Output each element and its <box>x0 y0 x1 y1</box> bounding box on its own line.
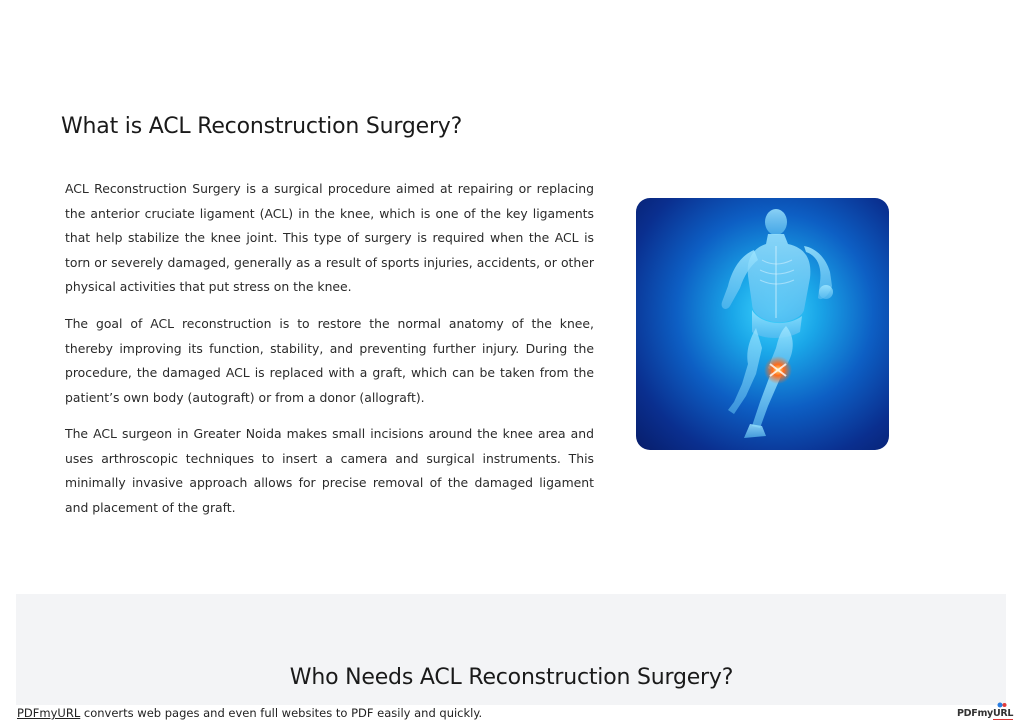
footer-note <box>17 706 482 720</box>
section-title-what-is-acl: What is ACL Reconstruction Surgery? <box>61 114 463 139</box>
figure-leg-back <box>728 328 762 414</box>
figure-head <box>765 209 787 235</box>
paragraph-acl-definition: ACL Reconstruction Surgery is a surgical procedure aimed at repairing or replacing the anterior cruciate ligament (ACL) in the knee, which is one of the key ligaments that help stabilize the knee joint. This type of surgery is required when the ACL is torn or severely damaged, generally as a result of sports injuries, accidents, or other physical activities that put stress on the knee. <box>65 181 594 294</box>
logo-mark-icon <box>997 701 1007 709</box>
figure-torso <box>748 234 811 322</box>
section-title-who-needs-acl: Who Needs ACL Reconstruction Surgery? <box>289 665 734 690</box>
running-man-knee-xray-icon <box>636 198 889 450</box>
figure-foot-front <box>744 424 766 438</box>
pdfmyurl-link[interactable]: PDFmyURL <box>17 706 81 720</box>
paragraph-acl-goal: The goal of ACL reconstruction is to restore the normal anatomy of the knee, thereby improving its function, stability, and preventing further injury. During the procedure, the damaged ACL is replaced with a graft, which can be taken from the patient’s own body (autograft) or from a donor (allograft). <box>65 316 594 405</box>
pdfmyurl-logo[interactable] <box>957 708 1013 719</box>
footer-description: converts web pages and even full websites to PDF easily and quickly. <box>80 706 483 720</box>
logo-text-url: URL <box>992 708 1014 719</box>
knee-anatomy-illustration <box>636 198 889 450</box>
figure-fist-right <box>819 285 833 299</box>
logo-text-main: PDFmy <box>957 708 993 719</box>
paragraph-acl-procedure: The ACL surgeon in Greater Noida makes small incisions around the knee area and uses arthroscopic techniques to insert a camera and surgical instruments. This minimally invasive approach allows for precise removal of the damaged ligament and placement of the graft. <box>65 426 594 515</box>
